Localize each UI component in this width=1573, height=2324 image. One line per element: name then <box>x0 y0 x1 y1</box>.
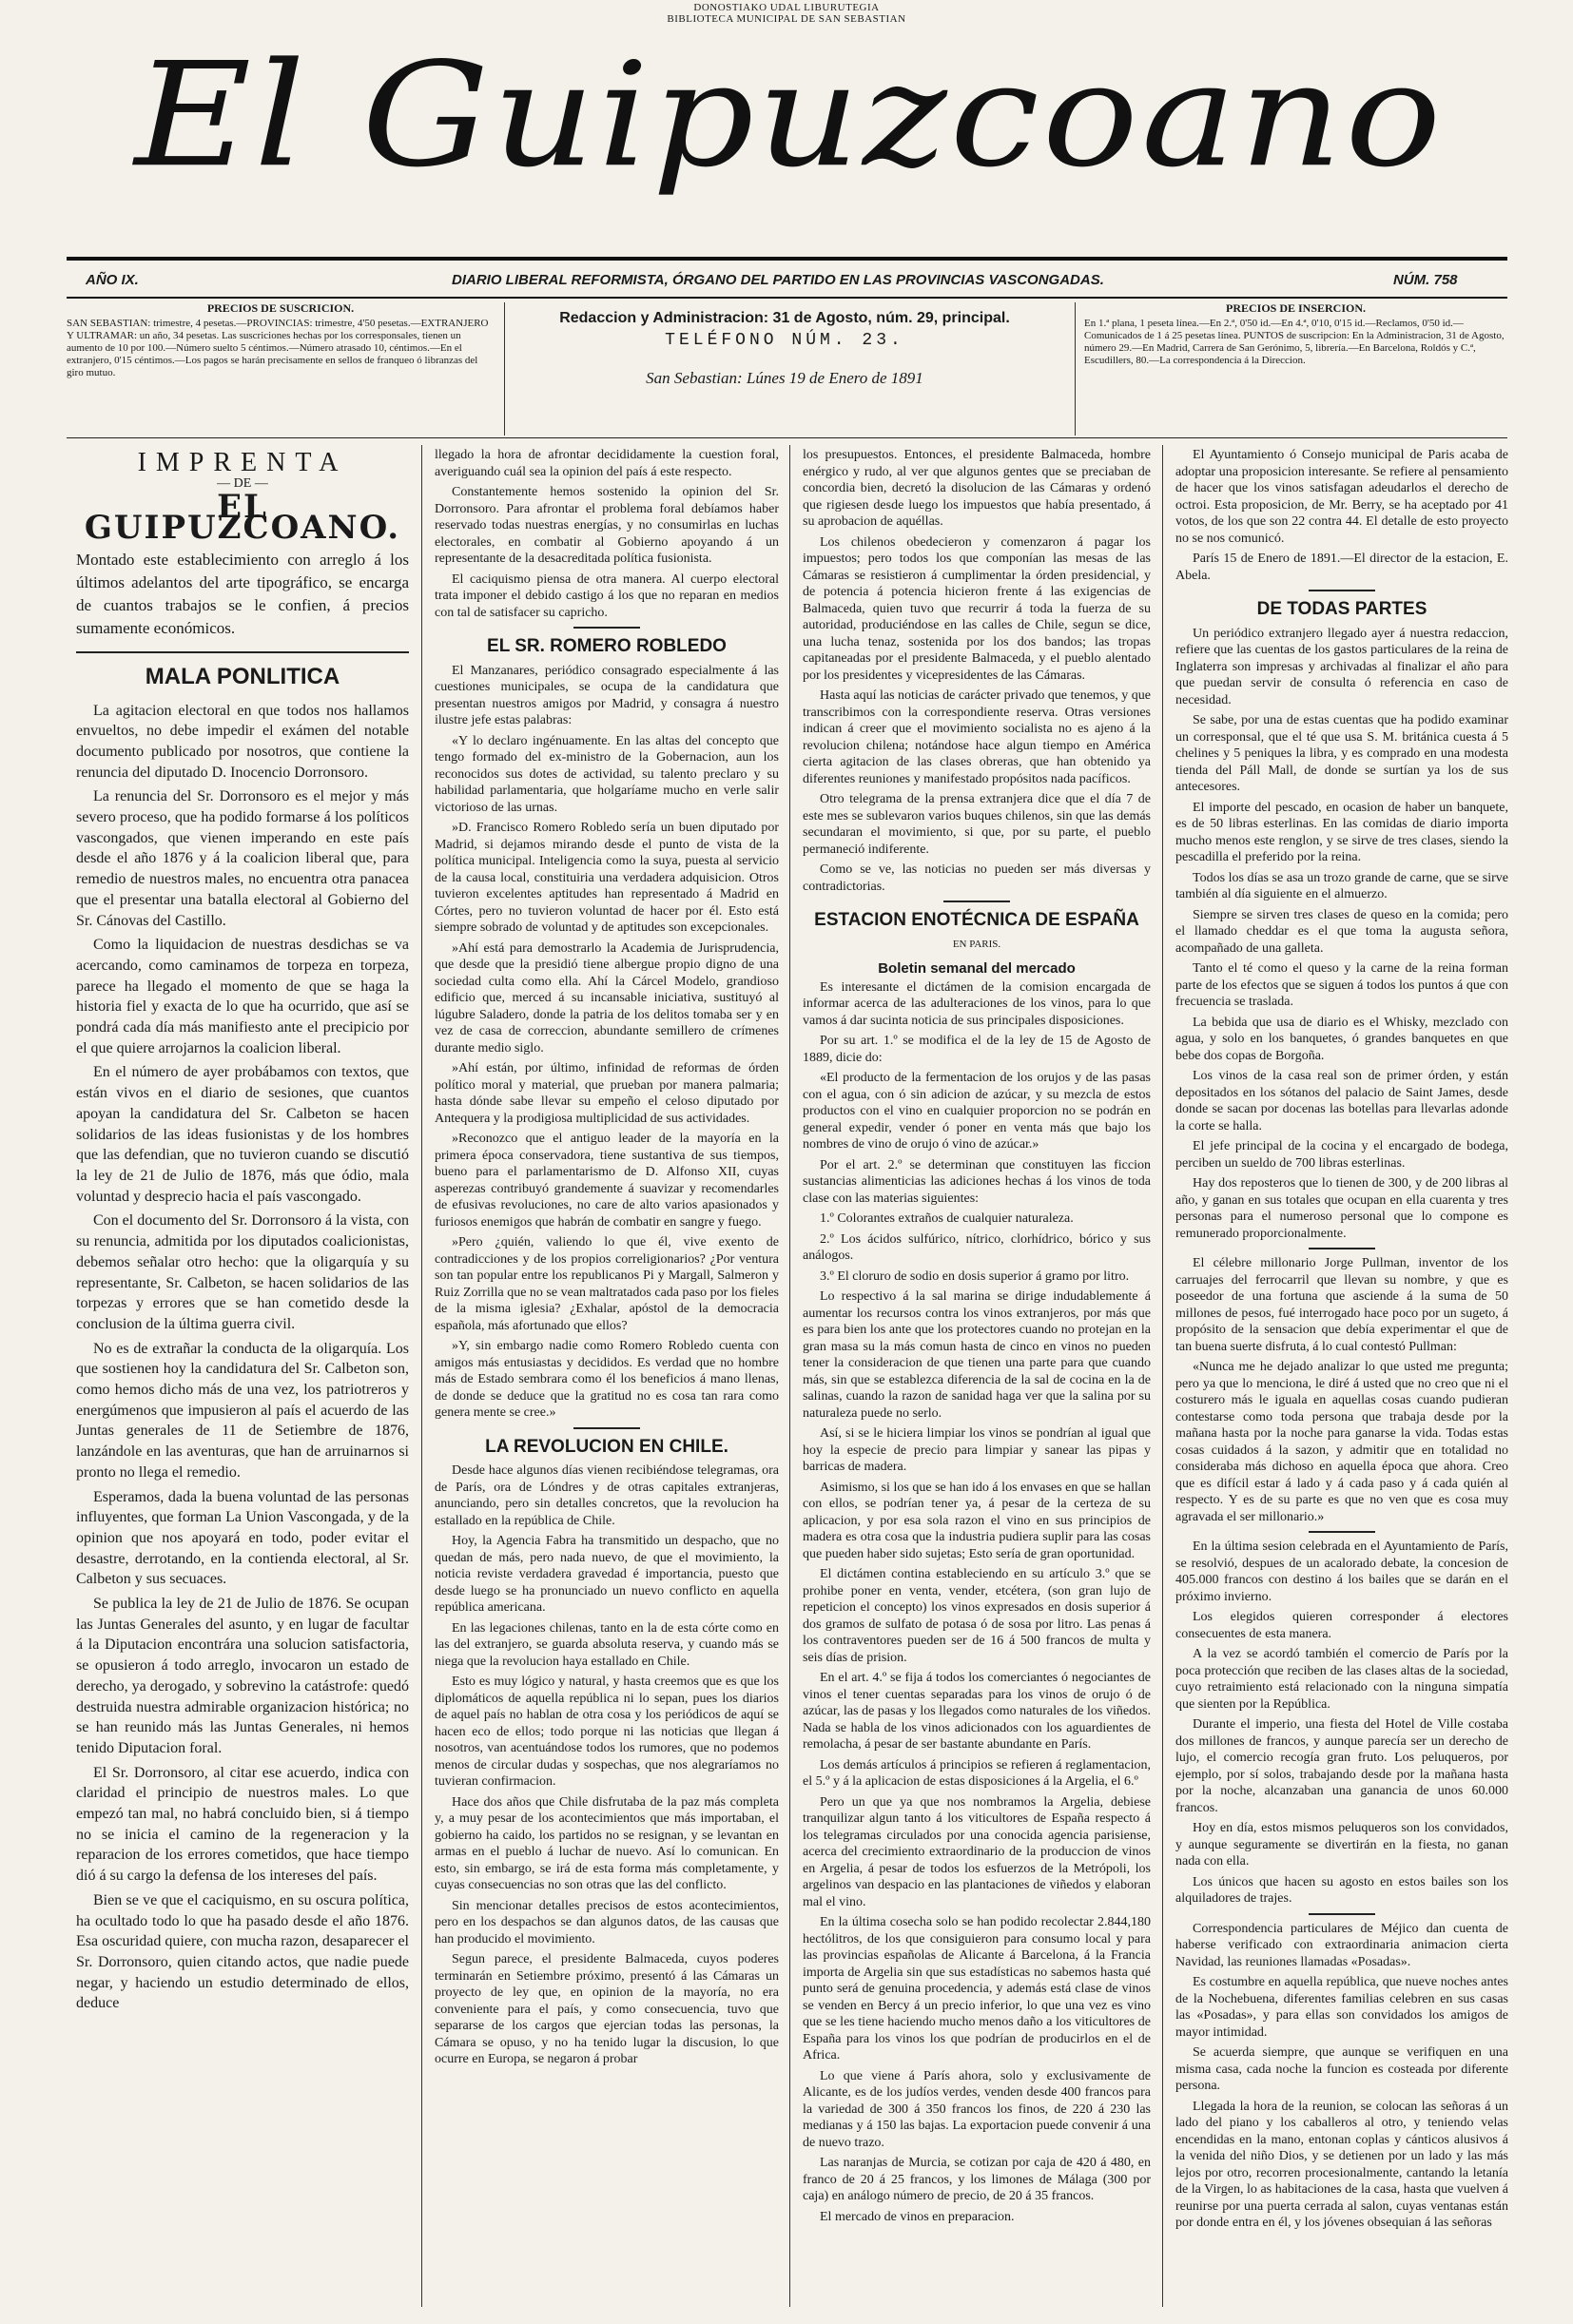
paragraph: En el número de ayer probábamos con textos, que están vivos en el diario de sesiones, que cuantos apoyan la candidatura del Sr. Calbeton se hacen solidarios de las ideas fusionistas y de los hombres que las defendian, que no tuvieron cuando se discutió la ley de 21 de Julio de 1876, más que ódio, mala voluntad y desprecio hacia el país vascongado. <box>76 1064 409 1205</box>
editorial-address: Redaccion y Administracion: 31 de Agosto, núm. 29, principal. <box>559 310 1010 326</box>
paragraph: Constantemente hemos sostenido la opinion del Sr. Dorronsoro. Para afrontar el problema foral debíamos haber reservado todas nuestras energías, y no consumirlas en luchas electorales, en combatir al Gobierno apoyando á un representante de la desacreditada política fusionista. <box>435 485 779 566</box>
column-3 <box>803 447 1151 2306</box>
paragraph: Se acuerda siempre, que aunque se verifiquen en una misma casa, cada noche la funcion es costeada por diferente persona. <box>1175 2045 1508 2093</box>
paragraph: Hasta aquí las noticias de carácter privado que tenemos, y que transcribimos con la correspondiente reserva. Otras versiones indican á creer que el movimiento socialista no es ajeno á la revolucion chilena; notándose hace algun tiempo en América cierta agitacion de las clases obreras, que han obtenido ya diferentes reuniones y manifestado propósitos nada pacíficos. <box>803 688 1151 786</box>
paragraph: El caciquismo piensa de otra manera. Al cuerpo electoral trata imponer el debido castigo á los que no reparan en medios con tal de satisfacer su capricho. <box>435 571 779 620</box>
paragraph: Tanto el té como el queso y la carne de la reina forman parte de los efectos que se siguen á todos los puntos á que con frecuencia se traslada. <box>1175 961 1508 1009</box>
paragraph: Todos los días se asa un trozo grande de carne, que se sirve también al día siguiente en el almuerzo. <box>1175 870 1508 901</box>
paragraph: »Ahí está para demostrarlo la Academia de Jurisprudencia, que desde que la presidió tiene albergue propio digno de una sociedad culta como ella. Ahí la Cárcel Modelo, grandioso edificio que, merced á su incansable iniciativa, sustituyó al lúgubre Saladero, donde la patria de los delitos tomaba ser y en vez de casa de correccion, abundante semillero de crímenes durante medio siglo. <box>435 940 779 1055</box>
divider <box>1309 1248 1375 1249</box>
divider <box>573 627 640 629</box>
paragraph: Asimismo, si los que se han ido á los envases en que se hallan con ellos, se podrían tener ya, á pesar de la certeza de su aplicacion, y por esa sola razon el vino en sus principios de madera es otra cosa que la industria pudiera suplir para las cosas que pueden haber sido sujetas; Esto sería de gran oportunidad. <box>803 1480 1151 1561</box>
article-heading: ESTACION ENOTÉCNICA DE ESPAÑA <box>814 910 1139 930</box>
paragraph: Pero un que ya que nos nombramos la Argelia, debiese tranquilizar algun tanto á los viticultores de España respecto á los telegramas circulados por una conocida agencia parisiense, acerca del crecimiento extraordinario de la produccion de vinos en Argelia, á pesar de todos los esfuerzos de la Metrópoli, los argelinos van despacio en las plantaciones de viñedos y elaboran mal el vino. <box>803 1794 1151 1909</box>
paragraph: En el art. 4.º se fija á todos los comerciantes ó negociantes de vinos el tener cuentas separadas para los vinos de orujo ó de azúcar, las de pasas y los llegados como naturales de los viñedos. Nada se habla de los vinos adicionados con los aguardientes de remolacha, á pesar de ser bastante abundante en París. <box>803 1671 1151 1752</box>
paragraph: Hoy en día, estos mismos peluqueros son los convidados, y aunque seguramente se divertirán en la fiesta, no ganan nada con ella. <box>1175 1821 1508 1869</box>
paragraph: Lo que viene á París ahora, solo y exclusivamente de Alicante, es de los judíos verdes, venden desde 400 francos para la variedad de 300 á 350 francos los finos, de 220 á 230 las medianas y á 150 las bajas. La exportacion puede convenir á una de nuevo trazo. <box>803 2068 1151 2150</box>
paragraph: No es de extrañar la conducta de la oligarquía. Los que sostienen hoy la candidatura del Sr. Calbeton son, como hemos dicho más de una vez, los patriotreros y energúmenos que impusieron al país el acuerdo de las Juntas generales de 11 de Setiembre de 1876, lanzándole en las aventuras, que han de arruinarnos si pronto no llega el remedio. <box>76 1340 409 1481</box>
paragraph: Durante el imperio, una fiesta del Hotel de Ville costaba dos millones de francos, y aunque parecía ser un derecho de lujo, el comercio recogía gran fruto. Los peluqueros, por ejemplo, por sí solos, trabajando desde por la mañana hasta por la noche, alcanzaban una ganancia de unos 60.000 francos. <box>1175 1717 1508 1815</box>
masthead-rule <box>67 257 1507 261</box>
paragraph: El Sr. Dorronsoro, al citar ese acuerdo, indica con claridad el principio de nuestros males. Lo que empezó tan mal, no habrá concluido bien, si á tiempo no se inicia el camino de la regeneracion y la reparacion de los errores cometidos, que hace tiempo dió á su cargo la defensa de los intereses del país. <box>76 1764 409 1885</box>
paragraph: Los chilenos obedecieron y comenzaron á pagar los impuestos; pero todos los que componían las mesas de las Cámaras se resistieron á cumplimentar la órden presidencial, y de potencia á potencia hicieron frente á las exigencias de Balmaceda, quien tuvo que recurrir á toda la fuerza de su autoridad, produciéndose en las calles de Chile, segun se dice, una lucha tenaz, sostenida por los dos bandos; las tropas capitaneadas por el presidente Balmaceda, y el pueblo alentado por los presidentes y vicepresidentes de las Cámaras. <box>803 534 1151 683</box>
paragraph: Como la liquidacion de nuestras desdichas se va acercando, como caminamos de torpeza en torpeza, parece ha llegado el momento de que se haga la historia fiel y exacta de lo que ha ocurrido, que así se pondrá cada día más manifiesto ante el precipicio por el que quiere arrojarnos la coalicion liberal. <box>76 937 409 1056</box>
paragraph: Segun parece, el presidente Balmaceda, cuyos poderes terminarán en Setiembre próximo, presentó á las Cámaras un proyecto de ley que, en opinion de la mayoría, no era conveniente para el país, y como consecuencia, tuvo que separarse de los cargos que ejercian todas las personas, la Cámara se opuso, y no ha tenido lugar la discusion, lo que ocurre en Europa, se negaron á probar <box>435 1952 779 2066</box>
paragraph: En la última cosecha solo se han podido recolectar 2.844,180 hectólitros, de los que consiguieron para consumo local y para las provincias españolas de Alicante á Barcelona, á la Francia importa de Argelia sin que sus estadísticas no sabemos hasta qué punto será de genuina procedencia, y además está clase de vinos se venden en Bercy á un precio inferior, lo que una vez es vino que se les tiene haciendo mucho menos daño a los viticultores de España para los vinos los que podrían de producirlos en el de Africa. <box>803 1915 1151 2063</box>
subscription-box <box>67 302 495 436</box>
paragraph: Se publica la ley de 21 de Julio de 1876. Se ocupan las Juntas Generales del asunto, y en lugar de facultar á la Diputacion encontrára una solucion satisfactoria, se opusieron á todo arreglo, invocaron un estado de derecho, ya derogado, y sobrevino la catástrofe: quedó destruida nuestra admirable organizacion histórica; no se han reunido más las Juntas Generales, ni hemos tenido Diputacion foral. <box>76 1596 409 1756</box>
paragraph: «El producto de la fermentacion de los orujos y de las pasas con el agua, con ó sin adicion de azúcar, y su mezcla de estos productos con el vino en cualquier proporcion no se podrán en general expedir, vender ó poner en venta más que bajo los nombres de vino de orujo ó vino de azúcar.» <box>803 1071 1151 1152</box>
column-rule <box>1162 445 1163 2307</box>
paragraph: «Nunca me he dejado analizar lo que usted me pregunta; pero ya que lo menciona, le diré á usted que no creo que ni el costurero más le iguala en aquellas cosas cuando pudieran contestarse como toda persona que trabaja desde por la mañana hasta por la noche para ganarse la vida. Todas estas cosas cuidados á la sazon, y admitir que en totalidad no consideraba más dichoso en aquella época que ahora. Creo que es difícil estar á lado y á cada paso y á cada quién al respecto. Y es de su parte es que no ven que es cosa muy agravada el ser millonario.» <box>1175 1360 1508 1524</box>
paragraph: Sin mencionar detalles precisos de estos acontecimientos, pero en los despachos se dan algunos datos, de las causas que han producido el movimiento. <box>435 1898 779 1946</box>
paragraph: Otro telegrama de la prensa extranjera dice que el día 7 de este mes se sublevaron varios buques chilenos, sin que las demás secundaran el movimiento, si que, por su parte, el pueblo permaneció indiferente. <box>803 792 1151 857</box>
archive-stamp <box>0 2 1573 25</box>
paragraph: Llegada la hora de la reunion, se colocan las señoras á un lado del piano y los caballeros al otro, y teniendo velas encendidas en la mano, entonan coplas y cánticos alusivos á la venida del niño Dios, y se detienen por un lado y las más lejos por otro, recorren procesionalmente, cantando la letanía de la Virgen, lo as habitaciones de la casa, hasta que vuelven á reunirse por una puerta cerrada al salon, cuyas ventanas están por donde entra en él, y los jóvenes obsequian á las señoras <box>1175 2099 1508 2230</box>
paragraph: La agitacion electoral en que todos nos hallamos envueltos, no debe impedir el exámen del notable documento publicado por nosotros, que contiene la renuncia del diputado D. Inocencio Dorronsoro. <box>76 702 409 781</box>
paragraph: Por su art. 1.º se modifica el de la ley de 15 de Agosto de 1889, dicie do: <box>803 1034 1151 1065</box>
paragraph: »Reconozco que el antiguo leader de la mayoría en la primera época conservadora, tiene sustantiva de sus tiempos, bueno para el parlamentarismo de D. Alfonso XII, cuyas asperezas contribuyó grandemente á suavizar y recomendarles de efusivas revoluciones, no care de alto varios apasionados y furiosos enemigos que habrán de combatir en sangre y fuego. <box>435 1132 779 1230</box>
paragraph: Como se ve, las noticias no pueden ser más diversas y contradictorias. <box>803 862 1151 894</box>
subscription-title: PRECIOS DE SUSCRICION. <box>206 302 355 315</box>
paragraph: Esperamos, dada la buena voluntad de las personas influyentes, que forman La Union Vascongada, y de la opinion que nos apoyará en todo, poder evitar el desastre, derrotando, en la contienda electoral, al Sr. Calbeton y sus secuaces. <box>76 1488 409 1588</box>
paragraph: Hoy, la Agencia Fabra ha transmitido un despacho, que no quedan de más, pero nada nuevo, de que el movimiento, la noticia reviste verdadera gravedad é importancia, puesto que desde luego se ha pronunciado un nuevo conflicto en aquella república americana. <box>435 1534 779 1615</box>
article-heading: LA REVOLUCION EN CHILE. <box>485 1436 728 1457</box>
paragraph: «Y lo declaro ingénuamente. En las altas del concepto que tengo formado del ex-ministro de la Gobernacion, aun los reconocidos sus dotes de actividad, su talento preclaro y su habilidad parlamentaria, que holgaríame mucho en verle salir victorioso de las urnas. <box>435 733 779 815</box>
imprenta-name: EL GUIPUZCOANO. <box>84 488 401 548</box>
imprenta-title: IMPRENTA <box>137 448 348 477</box>
motto: DIARIO LIBERAL REFORMISTA, ÓRGANO DEL PARTIDO EN LAS PROVINCIAS VASCONGADAS. <box>452 272 1104 288</box>
issue-date: San Sebastian: Lúnes 19 de Enero de 1891 <box>646 369 923 387</box>
paragraph: Esto es muy lógico y natural, y hasta creemos que es que los diplomáticos de aquella república ni lo sepan, pues los diarios de aquel país no hablan de otra cosa y los periódicos de aquí se hacen eco de ellos; todo porque ni las noticias que llegan á nosotros, van acentuándose todos los rumores, que no podemos menos de circular dudas y sospechas, que nos alegraríamos no tuvieran confirmacion. <box>435 1675 779 1789</box>
paragraph: Por el art. 2.º se determinan que constituyen las ficcion sustancias alimenticias las adiciones hechas á los vinos de toda clase con las materias siguientes: <box>803 1157 1151 1206</box>
paragraph: Lo respectivo á la sal marina se dirige indudablemente á aumentar los recursos contra los vinos extranjeros, por más que es para bien los ante que los protectores cuando no protejan en la gran masa su la más comun hasta de cinco en vinos no pueden tener la consideracion de que tienen una parte para que cuando más, sin que se establezca diferencia de la sal de cocina en la de salinas, cuando la razon de sanidad haga ver que la salina por su naturaleza puede no serlo. <box>803 1289 1151 1421</box>
paragraph: Se sabe, por una de estas cuentas que ha podido examinar un corresponsal, que el té que usa S. M. británica cuesta á 5 chelines y 5 peniques la libra, y es comprado en una modesta tienda del Páll Mall, de donde se surtían ya los de sus antecesores. <box>1175 713 1508 794</box>
paragraph: Desde hace algunos días vienen recibiéndose telegramas, ora de París, ora de Lóndres y de otras capitales extranjeras, anunciando, pero sin detalles concretos, que la revolucion ha estallado en la república de Chile. <box>435 1463 779 1528</box>
paragraph: 1.º Colorantes extraños de cualquier naturaleza. <box>820 1211 1074 1226</box>
paragraph: 3.º El cloruro de sodio en dosis superior á gramo por litro. <box>820 1269 1130 1284</box>
divider <box>573 1427 640 1429</box>
paragraph: El jefe principal de la cocina y el encargado de bodega, perciben un sueldo de 700 libras esterlinas. <box>1175 1139 1508 1171</box>
article-heading: MALA PONLITICA <box>145 663 340 689</box>
paragraph: »Pero ¿quién, valiendo lo que él, vive exento de contradicciones y de los propios correligionarios? ¿Por ventura son tan popular entre los republicanos Pi y Margall, Salmeron y Ruiz Zorrilla que no se vean maltratados cada paso por los fieles de la misma iglesia? ¿Exhalar, apóstol de la democracia española, más afortunado que ellos? <box>435 1235 779 1333</box>
masthead <box>76 25 1503 205</box>
imprenta-de: — DE — <box>217 475 268 491</box>
article-subheading: EN PARIS. <box>952 938 1001 950</box>
divider <box>76 651 409 653</box>
paragraph: llegado la hora de afrontar decididamente la cuestion foral, averiguando cuál sea la opinion del país á este respecto. <box>435 448 779 479</box>
paragraph: Las naranjas de Murcia, se cotizan por caja de 420 á 480, en franco de 20 á 25 francos, y los limones de Málaga (300 por caja) en análogo número de precio, de 20 á 35 francos. <box>803 2156 1151 2203</box>
paragraph: La bebida que usa de diario es el Whisky, mezclado con agua, y solo en los banquetes, ó grandes banquetes en que bebe dos copas de Borgoña. <box>1175 1015 1508 1063</box>
column-rule <box>421 445 422 2307</box>
column-4 <box>1175 447 1508 2306</box>
paragraph: El dictámen contina estableciendo en su artículo 3.º que se prohibe poner en venta, vender, etcétera, (son gran lujo de repeticion el concepto) los vinos expresados en dosis superior á dos gramos de sulfato de potasa ó de sosa por litro. Las penas á los contraventores pueden ser de 16 á 500 francos de multa y seis días de prision. <box>803 1567 1151 1665</box>
article-heading: DE TODAS PARTES <box>1256 599 1427 619</box>
paragraph: 2.º Los ácidos sulfúrico, nítrico, clorhídrico, bórico y sus análogos. <box>803 1231 1151 1263</box>
editorial-box <box>504 310 1065 388</box>
paragraph: París 15 de Enero de 1891.—El director de la estacion, E. Abela. <box>1175 552 1508 583</box>
info-header <box>67 302 1507 438</box>
subscription-text: SAN SEBASTIAN: trimestre, 4 pesetas.—PROVINCIAS: trimestre, 4'50 pesetas.—EXTRANJERO Y ULTRAMAR: un año, 34 pesetas. Las suscriciones hechas por los corresponsales, tienen un aumento de 10 por 100.—Número suelto 5 céntimos.—Número atrasado 10, céntimos.—En el extranjero, 0'15 céntimos.—Los pagos se harán precisamente en sellos de franqueo ó libranzas del giro mutuo. <box>67 318 489 378</box>
paragraph: Es interesante el dictámen de la comision encargada de informar acerca de las adulteraciones de los vinos, para lo que vamos á dar sucinta noticia de sus principales disposiciones. <box>803 979 1151 1028</box>
paragraph: Un periódico extranjero llegado ayer á nuestra redaccion, refiere que las cuentas de los gastos particulares de la reina de Inglaterra son impresas y archivadas al finalizar el año para que puedan servir de consulta ó referencia en caso de necesidad. <box>1175 626 1508 707</box>
paragraph: Los elegidos quieren corresponder á electores consecuentes de esta manera. <box>1175 1610 1508 1641</box>
header-separator <box>1075 302 1076 436</box>
paragraph: Hay dos reposteros que lo tienen de 300, y de 200 libras al año, y ganan en sus totales que ocupan en ella cuarenta y tres personas para el numeroso personal que lo compone es remunerado proporcionalmente. <box>1175 1176 1508 1241</box>
paragraph: El importe del pescado, en ocasion de haber un banquete, es de 50 libras esterlinas. En las comidas de diario importa mucho menos este renglon, y se sirve de tres clases, siendo la pescadilla el preferido por la reina. <box>1175 800 1508 864</box>
paragraph: Los vinos de la casa real son de primer órden, y están depositados en los sótanos del palacio de Saint James, desde donde se sacan por docenas las botellas para llevarlas adonde la corte se halla. <box>1175 1069 1508 1133</box>
archive-line-1: DONOSTIAKO UDAL LIBURUTEGIA <box>693 2 880 13</box>
insertion-text: En 1.ª plana, 1 peseta línea.—En 2.ª, 0'50 id.—En 4.ª, 0'10, 0'15 id.—Reclamos, 0'50 id.—Comunicados de 1 á 25 pesetas línea. PUNTOS de suscripcion: En la Administracion, 31 de Agosto, número 29.—En Madrid, Carrera de San Gerónimo, 5, librería.—En Barcelona, Roldós y C.ª, Escudillers, 80.—La correspondencia á la Direccion. <box>1084 318 1505 366</box>
paragraph: »Y, sin embargo nadie como Romero Robledo cuenta con amigos más entusiastas y decididos. Es verdad que no hombre más de Estado sembrara como él los beneficios á mano llenas, de donde se deduce que la gratitud no es cosa tan rara como genera mente se cree.» <box>435 1339 779 1420</box>
divider <box>1309 1913 1375 1915</box>
paragraph: El Manzanares, periódico consagrado especialmente á las cuestiones municipales, se ocupa de la candidatura que presentan nuestros amigos por Madrid, y consagra á nuestro ilustre jefe estas palabras: <box>435 663 779 727</box>
insertion-title: PRECIOS DE INSERCION. <box>1225 302 1367 315</box>
paragraph: Los demás artículos á principios se refieren á reglamentacion, el 5.º y á la aplicacion de estas disposiciones á la Argelia, el 6.º <box>803 1757 1151 1789</box>
column-rule <box>789 445 790 2307</box>
paragraph: Es costumbre en aquella república, que nueve noches antes de la Nochebuena, diferentes familias celebren en sus casas las «Posadas», y para ellas son convidados los amigos de mayor intimidad. <box>1175 1975 1508 2040</box>
paragraph: »D. Francisco Romero Robledo sería un buen diputado por Madrid, si dejamos mirando desde el punto de vista de la política municipal. Inteligencia como la suya, puesta al servicio de la causa local, constituiria una verdadera adquisicion. Otros tuvieron excelentes aptitudes han representado á Madrid en Córtes, pero no tuvieron voluntad de hacer por él. Esto está siempre sobrado de voluntad y de aptitudes son excepcionales. <box>435 821 779 935</box>
column-1 <box>76 447 409 2306</box>
insertion-box <box>1084 302 1507 436</box>
article-subtitle: Boletin semanal del mercado <box>878 960 1076 977</box>
issue-number: NÚM. 758 <box>1393 272 1458 288</box>
paragraph: El Ayuntamiento ó Consejo municipal de Paris acaba de adoptar una proposicion interesante. Se refiere al pensamiento de hacer que los vinos satisfagan adeudarlos el derecho de octroi. Esta proposicion, de Mr. Berry, se ha aceptado por 41 votos, de los que son 22 contra 44. El detalle de esto proyecto no se nos comunicó. <box>1175 448 1508 546</box>
paragraph: Hace dos años que Chile disfrutaba de la paz más completa y, a muy pesar de los acontecimientos que más importaban, el gobierno ha caido, los partidos no se resignan, y se levantan en armas en el pueblo á luchar de nuevo. Así lo comunican. En esto, sin embargo, se irá de esta forma más completamente, y cuyas consecuencias no son otras que las del conflicto. <box>435 1794 779 1892</box>
divider <box>1309 590 1375 591</box>
telephone-line: TELÉFONO NÚM. 23. <box>665 331 904 350</box>
paragraph: En la última sesion celebrada en el Ayuntamiento de París, se resolvió, despues de un acalorado debate, la concesion de 405.000 francos con destino á los bailes que se darán en el próximo invierno. <box>1175 1540 1508 1604</box>
imprenta-text: Montado este establecimiento con arreglo á los últimos adelantos del arte tipográfico, se encarga de cuantos trabajos se le confien, á precios sumamente económicos. <box>76 550 409 637</box>
divider <box>943 901 1010 902</box>
article-heading: EL SR. ROMERO ROBLEDO <box>487 636 727 656</box>
paragraph: En las legaciones chilenas, tanto en la de esta córte como en las del extranjero, se guarda absoluta reserva, y cuando más se niega que la revolucion haya estallado en Chile. <box>435 1620 779 1669</box>
paragraph: La renuncia del Sr. Dorronsoro es el mejor y más severo proceso, que ha podido formarse á los políticos vascongados, que vienen imperando en este país desde el año 1876 y á la coalicion liberal que, para remedio de nuestros males, no encuentra otra panacea que el presentar una batalla electoral al Gobierno del Sr. Cánovas del Castillo. <box>76 788 409 929</box>
subtitle-line <box>76 270 1503 293</box>
newspaper-title: El Guipuzcoano <box>134 30 1445 200</box>
paragraph: los presupuestos. Entonces, el presidente Balmaceda, hombre enérgico y rudo, al ver que algunos gentes que se preciaban de concordia bien, decretó la disolucion de las Cámaras y ordenó que rigiesen desde luego los impuestos que había presentado, á su aprobacion de aquéllas. <box>803 448 1151 529</box>
paragraph: Bien se ve que el caciquismo, en su oscura política, ha ocultado todo lo que ha pasado desde el año 1876. Esa oscuridad quiere, con mucha razon, desaparecer el Sr. Dorronsoro, quien citando actos, que nadie puede negar, y haciendo un estudio determinado de ellos, deduce <box>76 1891 409 2012</box>
paragraph: Así, si se le hiciera limpiar los vinos se pondrían al igual que hoy la especie de precio para limpiar y sanear las pipas y barricas de madera. <box>803 1426 1151 1474</box>
year-label: AÑO IX. <box>86 272 139 288</box>
archive-line-2: BIBLIOTECA MUNICIPAL DE SAN SEBASTIAN <box>667 13 906 25</box>
paragraph: El célebre millonario Jorge Pullman, inventor de los carruajes del ferrocarril que llevan su nombre, y que es poseedor de una fortuna que asciende á la suma de 50 millones de pesos, fué interrogado hace poco por un sugeto, á propósito de la sensacion que debía experimentar el que de tan buena suerte disfruta, á lo cual contestó Pullman: <box>1175 1256 1508 1354</box>
paragraph: Correspondencia particulares de Méjico dan cuenta de haberse verificado con extraordinaria animacion cierta Navidad, las reuniones llamadas «Posadas». <box>1175 1921 1508 1969</box>
paragraph: »Ahí están, por último, infinidad de reformas de órden político moral y material, que prueban por manera palmaria; hasta dónde sabe llevar su empeño el celoso diputado por Antequera y la prodigiosa multiplicidad de sus actividades. <box>435 1061 779 1126</box>
paragraph: Siempre se sirven tres clases de queso en la comida; pero el llamado cheddar es el que toma la augusta señora, acompañado de una galleta. <box>1175 907 1508 956</box>
paragraph: Los únicos que hacen su agosto en estos bailes son los alquiladores de trajes. <box>1175 1874 1508 1906</box>
divider <box>1309 1531 1375 1533</box>
paragraph: El mercado de vinos en preparacion. <box>820 2209 1015 2224</box>
subtitle-rule <box>67 297 1507 299</box>
column-2 <box>435 447 779 2306</box>
paragraph: Con el documento del Sr. Dorronsoro á la vista, con su renuncia, admitida por los diputados coalicionistas, debemos señalar otro hecho: que la oligarquía y su representante, Sr. Calbeton, se hacen solidarios de las torpezas y errores que se han cometido desde la conclusion de la última guerra civil. <box>76 1212 409 1332</box>
paragraph: A la vez se acordó también el comercio de París por la poca protección que reciben de las clases altas de la sociedad, cuyo retraimiento está relacionado con la ninguna simpatía que sienten por la República. <box>1175 1647 1508 1712</box>
